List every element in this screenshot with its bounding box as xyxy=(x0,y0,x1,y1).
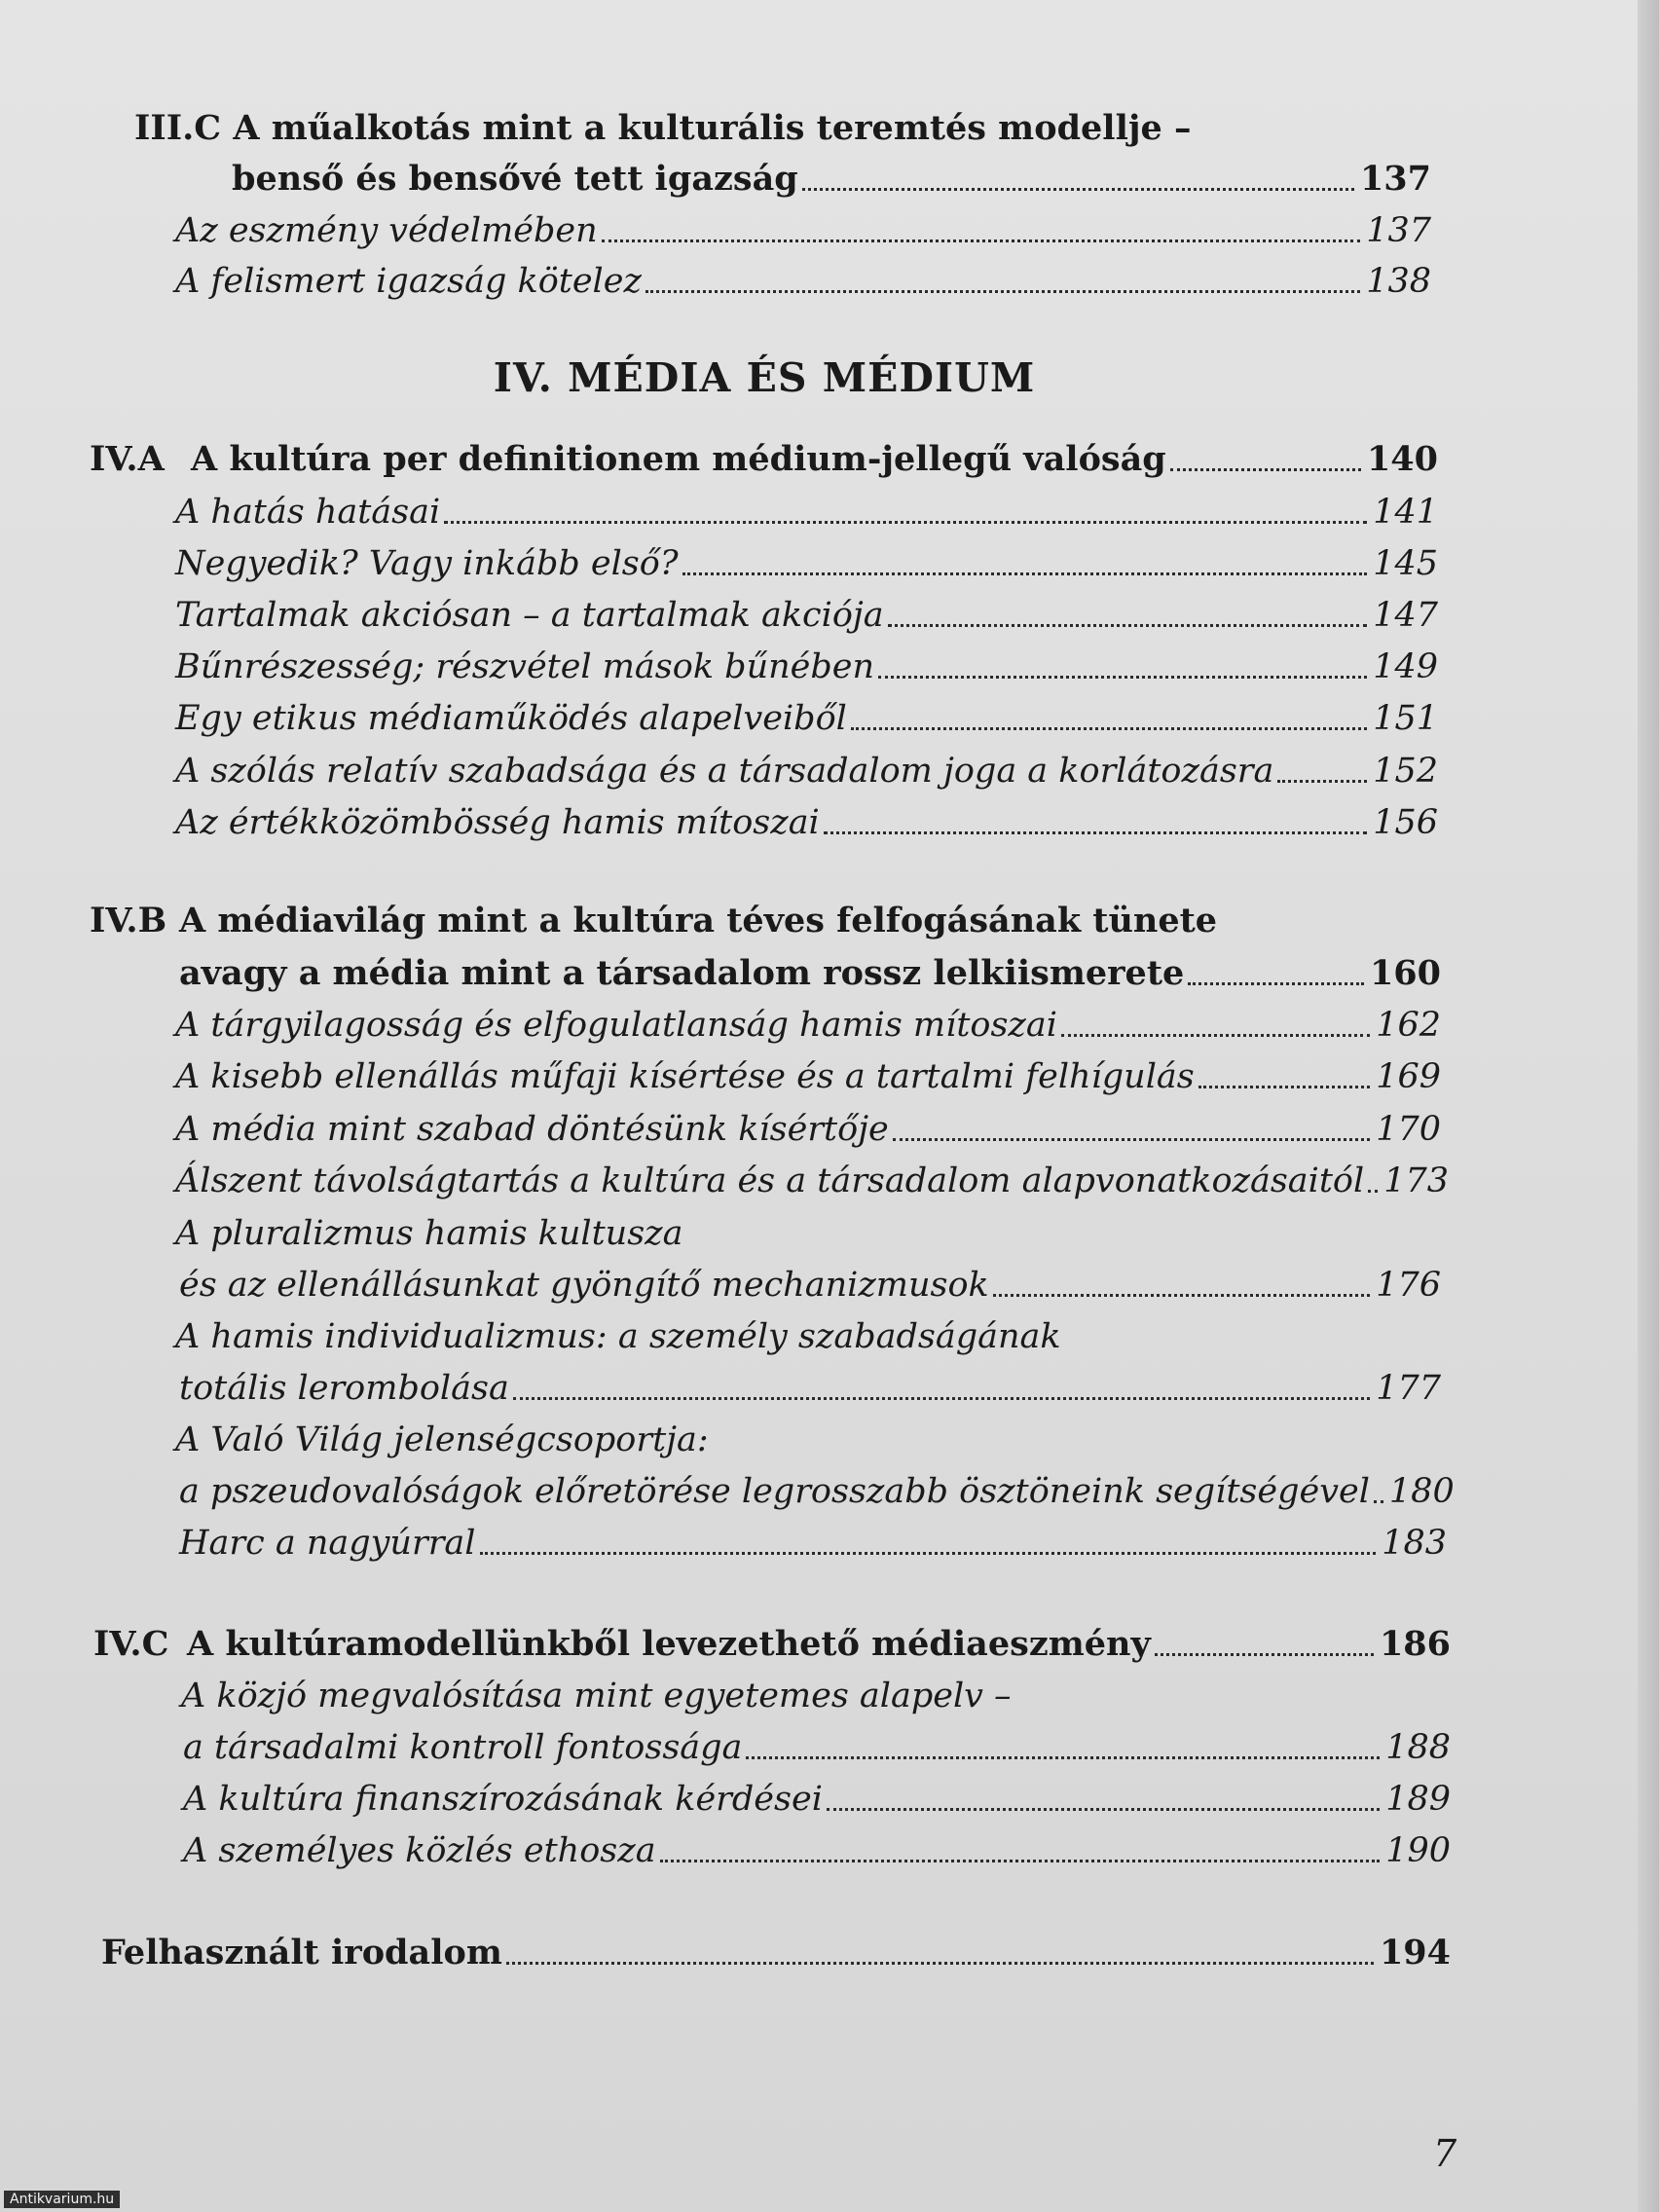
toc-entry-ivb-title xyxy=(90,898,1297,944)
page-number: 137 xyxy=(1366,211,1431,250)
toc-item-label: A tárgyilagosság és elfogulatlanság hamis mítoszai xyxy=(175,1006,1057,1045)
toc-item-label: A hatás hatásai xyxy=(175,493,441,532)
toc-item-label: A pluralizmus hamis kultusza xyxy=(175,1214,683,1253)
leader-dots xyxy=(1170,467,1361,471)
page-number: 188 xyxy=(1385,1728,1451,1767)
toc-item-label: A Való Világ jelenségcsoportja: xyxy=(175,1420,709,1459)
leader-dots xyxy=(660,1859,1381,1862)
toc-item xyxy=(175,540,1438,587)
page-number: 177 xyxy=(1376,1369,1441,1408)
toc-item-label: A szólás relatív szabadsága és a társadalom joga a korlátozásra xyxy=(175,752,1274,791)
section-title: Felhasznált irodalom xyxy=(101,1933,502,1972)
page-number: 151 xyxy=(1373,699,1438,738)
page-number: 170 xyxy=(1376,1110,1441,1149)
toc-item xyxy=(179,1468,1455,1515)
toc-entry-ivc xyxy=(93,1621,1451,1668)
toc-item-line1 xyxy=(175,1417,1344,1463)
page-number: 189 xyxy=(1385,1780,1451,1819)
toc-entry-ivb xyxy=(179,950,1441,997)
page-number: 194 xyxy=(1379,1933,1451,1972)
toc-entry-iva xyxy=(90,436,1438,483)
leader-dots xyxy=(993,1293,1370,1297)
toc-item xyxy=(175,748,1438,794)
page-number: 176 xyxy=(1376,1266,1441,1305)
toc-item-label: Az értékközömbösség hamis mítoszai xyxy=(175,803,820,842)
toc-item-line1 xyxy=(181,1673,1349,1719)
page-number: 147 xyxy=(1373,596,1438,635)
toc-item xyxy=(179,1365,1441,1412)
toc-entry-iiic-title xyxy=(134,105,1192,152)
leader-dots xyxy=(513,1396,1370,1400)
leader-dots xyxy=(480,1551,1377,1555)
leader-dots xyxy=(1198,1085,1370,1088)
toc-item xyxy=(175,1158,1450,1204)
toc-entry-iiic xyxy=(232,156,1431,203)
toc-item-label: A személyes közlés ethosza xyxy=(183,1831,656,1870)
toc-item xyxy=(175,592,1438,639)
leader-dots xyxy=(1155,1652,1374,1656)
page-number: 183 xyxy=(1382,1524,1447,1563)
toc-item-label: A kultúra finanszírozásának kérdései xyxy=(183,1780,823,1819)
section-code: IV.C xyxy=(93,1624,169,1664)
toc-item xyxy=(183,1776,1451,1823)
page-number: 162 xyxy=(1376,1006,1441,1045)
toc-item-label: Álszent távolságtartás a kultúra és a társadalom alapvonatkozásaitól xyxy=(175,1161,1365,1200)
toc-item xyxy=(175,258,1431,305)
section-code: IV.B xyxy=(90,901,167,940)
toc-item xyxy=(179,1262,1441,1309)
toc-item-label: A kisebb ellenállás műfaji kísértése és a tartalmi felhígulás xyxy=(175,1057,1195,1096)
toc-item-label: A felismert igazság kötelez xyxy=(175,262,642,301)
toc-item xyxy=(175,1106,1441,1153)
leader-dots xyxy=(1368,1189,1378,1193)
toc-item-line1 xyxy=(175,1313,1344,1360)
page-number: 152 xyxy=(1373,752,1438,791)
toc-item xyxy=(175,695,1438,742)
toc-item xyxy=(175,1053,1441,1100)
toc-item xyxy=(183,1724,1451,1771)
page-number: 156 xyxy=(1373,803,1438,842)
toc-item-label: Az eszmény védelmében xyxy=(175,211,598,250)
toc-item-label: a társadalmi kontroll fontossága xyxy=(183,1728,743,1767)
page-number: 138 xyxy=(1366,262,1431,301)
leader-dots xyxy=(1277,779,1367,783)
leader-dots xyxy=(827,1807,1380,1811)
page-number: 173 xyxy=(1383,1161,1450,1200)
toc-item xyxy=(175,489,1438,535)
section-title-line2: avagy a média mint a társadalom rossz lelkiismerete xyxy=(179,953,1185,993)
page-folio: 7 xyxy=(1433,2132,1457,2175)
leader-dots xyxy=(878,675,1367,679)
section-title: A kultúra per definitionem médium-jellegű valóság xyxy=(191,439,1166,479)
watermark: Antikvarium.hu xyxy=(4,2191,120,2208)
leader-dots xyxy=(602,239,1361,242)
toc-item-label: a pszeudovalóságok előretörése legrosszabb ösztöneink segítségével xyxy=(179,1472,1370,1511)
leader-dots xyxy=(682,571,1368,575)
part-heading: IV. MÉDIA ÉS MÉDIUM xyxy=(493,354,1036,401)
leader-dots xyxy=(645,289,1360,293)
leader-dots xyxy=(506,1961,1374,1965)
leader-dots xyxy=(1188,981,1364,985)
toc-item xyxy=(175,644,1438,690)
page-number: 145 xyxy=(1373,544,1438,583)
toc-item-label: A média mint szabad döntésünk kísértője xyxy=(175,1110,889,1149)
page-number: 149 xyxy=(1373,647,1438,686)
leader-dots xyxy=(888,623,1368,627)
toc-item xyxy=(175,207,1431,254)
toc-item-label: Bűnrészesség; részvétel mások bűnében xyxy=(175,647,875,686)
toc-item-label: Tartalmak akciósan – a tartalmak akciója xyxy=(175,596,884,635)
toc-item xyxy=(175,799,1438,846)
leader-dots xyxy=(851,726,1367,730)
toc-item-line1 xyxy=(175,1210,1344,1257)
toc-item-label: Egy etikus médiaműködés alapelveiből xyxy=(175,699,847,738)
toc-item-label: és az ellenállásunkat gyöngítő mechanizmusok xyxy=(179,1266,989,1305)
page-number: 137 xyxy=(1359,159,1431,199)
toc-item-label: Negyedik? Vagy inkább első? xyxy=(175,544,679,583)
page-number: 140 xyxy=(1366,439,1438,479)
leader-dots xyxy=(893,1137,1370,1141)
leader-dots xyxy=(746,1755,1380,1759)
leader-dots xyxy=(802,187,1354,191)
toc-item xyxy=(183,1827,1451,1874)
leader-dots xyxy=(824,830,1367,834)
section-code: III.C xyxy=(134,108,222,148)
section-title: A kultúramodellünkből levezethető médiaeszmény xyxy=(187,1624,1151,1664)
toc-item-label: A hamis individualizmus: a személy szabadságának xyxy=(175,1317,1061,1356)
toc-item xyxy=(179,1520,1447,1567)
page-number: 190 xyxy=(1385,1831,1451,1870)
toc-item-label: totális lerombolása xyxy=(179,1369,509,1408)
page-number: 186 xyxy=(1379,1624,1451,1664)
page-number: 141 xyxy=(1373,493,1438,532)
toc-item xyxy=(175,1002,1441,1049)
leader-dots xyxy=(1061,1033,1370,1037)
toc-item-label: A közjó megvalósítása mint egyetemes alapelv – xyxy=(181,1677,1012,1715)
toc-item-label: Harc a nagyúrral xyxy=(179,1524,476,1563)
section-title-line1: A műalkotás mint a kulturális teremtés modellje – xyxy=(233,108,1192,148)
section-title-line1: A médiavilág mint a kultúra téves felfogásának tünete xyxy=(179,901,1218,940)
leader-dots xyxy=(444,520,1367,524)
leader-dots xyxy=(1374,1499,1383,1503)
page-number: 160 xyxy=(1369,953,1441,993)
page-number: 169 xyxy=(1376,1057,1441,1096)
page-number: 180 xyxy=(1388,1472,1455,1511)
section-code: IV.A xyxy=(90,439,165,479)
section-title-line2: benső és bensővé tett igazság xyxy=(232,159,798,199)
toc-entry-bibliography xyxy=(101,1930,1451,1976)
